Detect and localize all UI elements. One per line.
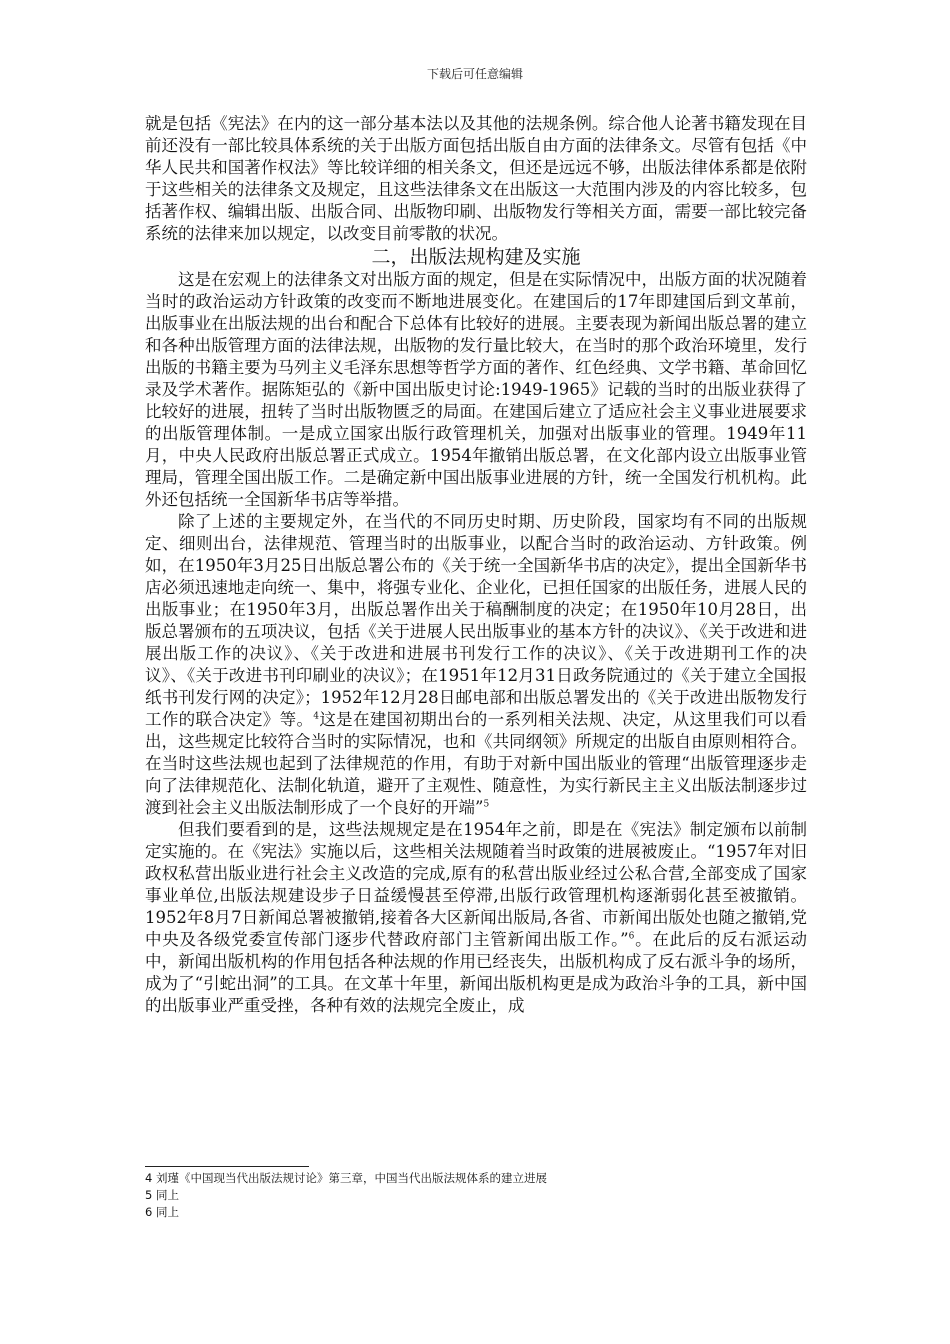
section-heading: 二，出版法规构建及实施	[371, 246, 581, 268]
footnote-ref-6: 6	[628, 931, 635, 942]
paragraph-3	[145, 819, 807, 1017]
page-header: 下载后可任意编辑	[426, 67, 523, 81]
intro-paragraph: 就是包括《宪法》在内的这一部分基本法以及其他的法规条例。综合他人论著书籍发现在目前还没有一部比较具体系统的关于出版方面包括出版自由方面的法律条文。尽管有包括《中华人民共和国著作权法》等比较详细的相关条文，但还是远远不够，出版法律体系都是依附于这些相关的法律条文及规定，且这些法律条文在出版这一大范围内涉及的内容比较多，包括著作权、编辑出版、出版合同、出版物印刷、出版物发行等相关方面，需要一部比较完备系统的法律来加以规定，以改变目前零散的状况。	[145, 114, 807, 243]
footnote-5: 5 同上	[145, 1188, 179, 1202]
footnote-4: 4 刘瑾《中国现当代出版法规讨论》第三章，中国当代出版法规体系的建立进展	[145, 1171, 547, 1185]
paragraph-3-text-continued: 。在此后的反右派运动中，新闻出版机构的作用包括各种法规的作用已经丧失，出版机构成了反右派斗争的场所，成为了“引蛇出洞”的工具。在文革十年里，新闻出版机构更是成为政治斗争的工具，新中国的出版事业严重受挫，各种有效的法规完全废止，成	[145, 930, 808, 1015]
paragraph-2-text: 除了上述的主要规定外，在当代的不同历史时期、历史阶段，国家均有不同的出版规定、细则出台，法律规范、管理当时的出版事业，以配合当时的政治运动、方针政策。例如，在1950年3月25日出版总署公布的《关于统一全国新华书店的决定》，提出全国新华书店必须迅速地走向统一、集中，将强专业化、企业化，已担任国家的出版任务，进展人民的出版事业；在1950年3月，出版总署作出关于稿酬制度的决定；在1950年10月28日，出版总署颁布的五项决议，包括《关于进展人民出版事业的基本方针的决议》、《关于改进和进展出版工作的决议》、《关于改进和进展书刊发行工作的决议》、《关于改进期刊工作的决议》、《关于改进书刊印刷业的决议》；在1951年12月31日政务院通过的《关于建立全国报纸书刊发行网的决定》；1952年12月28日邮电部和出版总署发出的《关于改进出版物发行工作的联合决定》等。	[145, 512, 807, 729]
paragraph-1: 这是在宏观上的法律条文对出版方面的规定，但是在实际情况中，出版方面的状况随着当时的政治运动方针政策的改变而不断地进展变化。在建国后的17年即建国后到文革前，出版事业在出版法规的出台和配合下总体有比较好的进展。主要表现为新闻出版总署的建立和各种出版管理方面的法律法规，出版物的发行量比较大，在当时的那个政治环境里，发行出版的书籍主要为马列主义毛泽东思想等哲学方面的著作、红色经典、文学书籍、革命回忆录及学术著作。据陈矩弘的《新中国出版史讨论:1949-1965》记载的当时的出版业获得了比较好的进展，扭转了当时出版物匮乏的局面。在建国后建立了适应社会主义事业进展要求的出版管理体制。一是成立国家出版行政管理机关，加强对出版事业的管理。1949年11月，中央人民政府出版总署正式成立。1954年撤销出版总署，在文化部内设立出版事业管理局，管理全国出版工作。二是确定新中国出版事业进展的方针，统一全国发行机机构。此外还包括统一全国新华书店等举措。	[145, 270, 807, 509]
document-body	[145, 113, 807, 1017]
footnotes	[145, 1170, 807, 1221]
paragraph-3-text: 但我们要看到的是，这些法规规定是在1954年之前，即是在《宪法》制定颁布以前制定实施的。在《宪法》实施以后，这些相关法规随着当时政策的进展被废止。“1957年对旧政权私营出版业进行社会主义改造的完成,原有的私营出版业经过公私合营,全部变成了国家事业单位,出版法规建设步子日益缓慢甚至停滞,出版行政管理机构逐渐弱化甚至被撤销。1952年8月7日新闻总署被撤销,接着各大区新闻出版局,各省、市新闻出版处也随之撤销,党中央及各级党委宣传部门逐步代替政府部门主管新闻出版工作。”	[145, 820, 807, 949]
footnote-ref-5: 5	[483, 799, 490, 810]
footnote-separator	[145, 1166, 309, 1167]
paragraph-2-text-continued: 这是在建国初期出台的一系列相关法规、决定，从这里我们可以看出，这些规定比较符合当时的实际情况，也和《共同纲领》所规定的出版自由原则相符合。在当时这些法规也起到了法律规范的作用，有助于对新中国出版业的管理“出版管理逐步走向了法律规范化、法制化轨道，避开了主观性、随意性，为实行新民主主义出版法制逐步过渡到社会主义出版法制形成了一个良好的开端”	[145, 710, 808, 817]
paragraph-2	[145, 511, 807, 819]
footnote-ref-4: 4	[313, 711, 320, 722]
footnote-6: 6 同上	[145, 1205, 179, 1219]
